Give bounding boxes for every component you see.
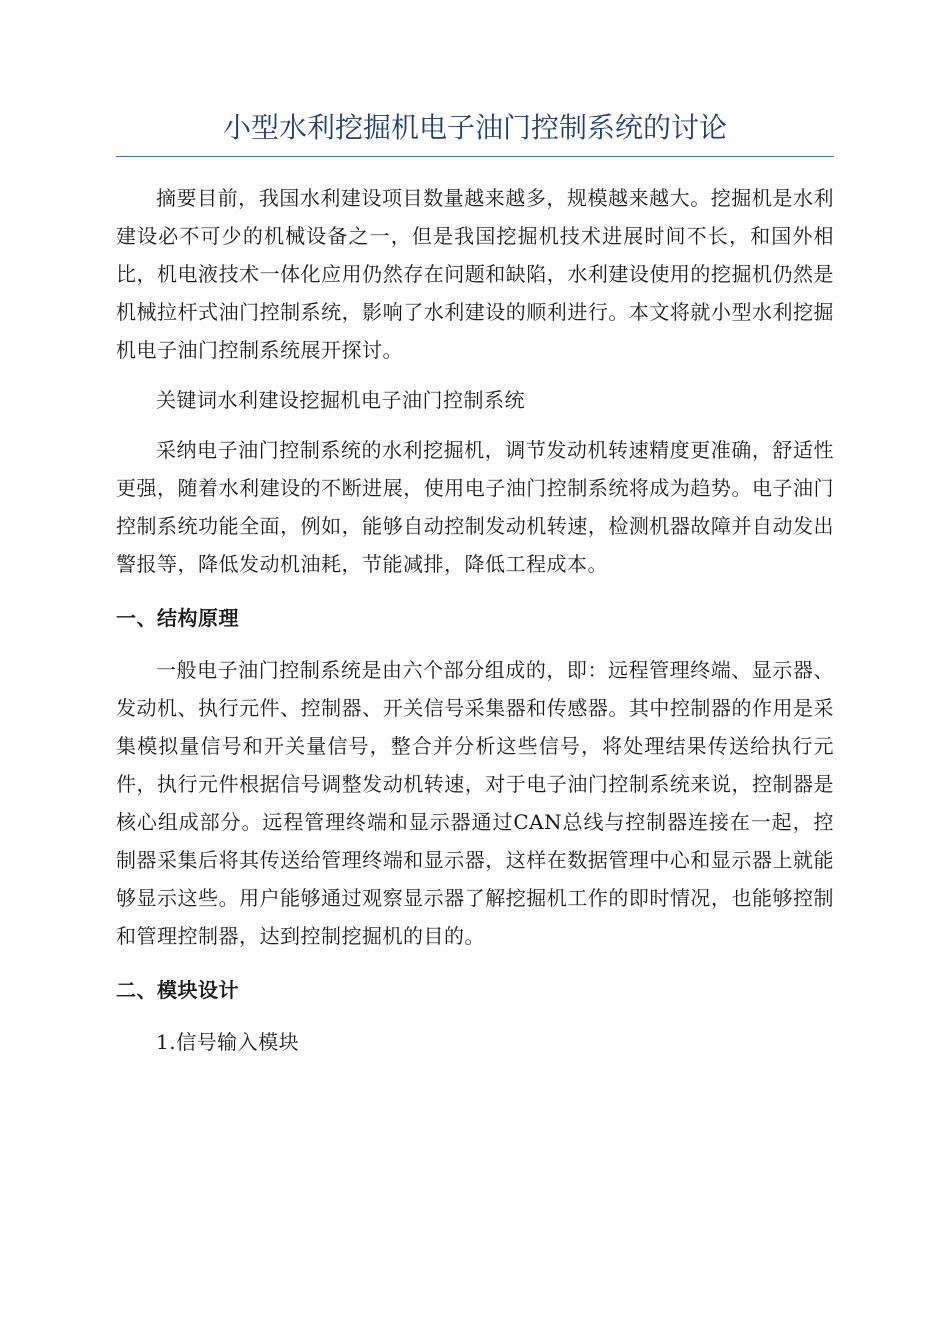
subsection-heading-signal-input: 1.信号输入模块 bbox=[156, 1030, 300, 1054]
abstract-paragraph: 摘要目前，我国水利建设项目数量越来越多，规模越来越大。挖掘机是水利建设必不可少的机械设备之一，但是我国挖掘机技术进展时间不长，和国外相比，机电液技术一体化应用仍然存在问题和缺陷，水利建设使用的挖掘机仍然是机械拉杆式油门控制系统，影响了水利建设的顺利进行。本文将就小型水利挖掘机电子油门控制系统展开探讨。 bbox=[116, 186, 834, 362]
structure-paragraph: 一般电子油门控制系统是由六个部分组成的，即：远程管理终端、显示器、发动机、执行元件、控制器、开关信号采集器和传感器。其中控制器的作用是采集模拟量信号和开关量信号，整合并分析这些信号，将处理结果传送给执行元件，执行元件根据信号调整发动机转速，对于电子油门控制系统来说，控制器是核心组成部分。远程管理终端和显示器通过CAN总线与控制器连接在一起，控制器采集后将其传送给管理终端和显示器，这样在数据管理中心和显示器上就能够显示这些。用户能够通过观察显示器了解挖掘机工作的即时情况，也能够控制和管理控制器，达到控制挖掘机的目的。 bbox=[116, 658, 834, 948]
intro-paragraph: 采纳电子油门控制系统的水利挖掘机，调节发动机转速精度更准确，舒适性更强，随着水利建设的不断进展，使用电子油门控制系统将成为趋势。电子油门控制系统功能全面，例如，能够自动控制发动机转速，检测机器故障并自动发出警报等，降低发动机油耗，节能减排，降低工程成本。 bbox=[116, 438, 834, 576]
document-title: 小型水利挖掘机电子油门控制系统的讨论 bbox=[116, 108, 834, 157]
section-heading-structure: 一、结构原理 bbox=[116, 606, 239, 630]
keywords-paragraph: 关键词水利建设挖掘机电子油门控制系统 bbox=[156, 388, 525, 412]
section-heading-module-design: 二、模块设计 bbox=[116, 978, 239, 1002]
document-page bbox=[116, 108, 834, 1061]
